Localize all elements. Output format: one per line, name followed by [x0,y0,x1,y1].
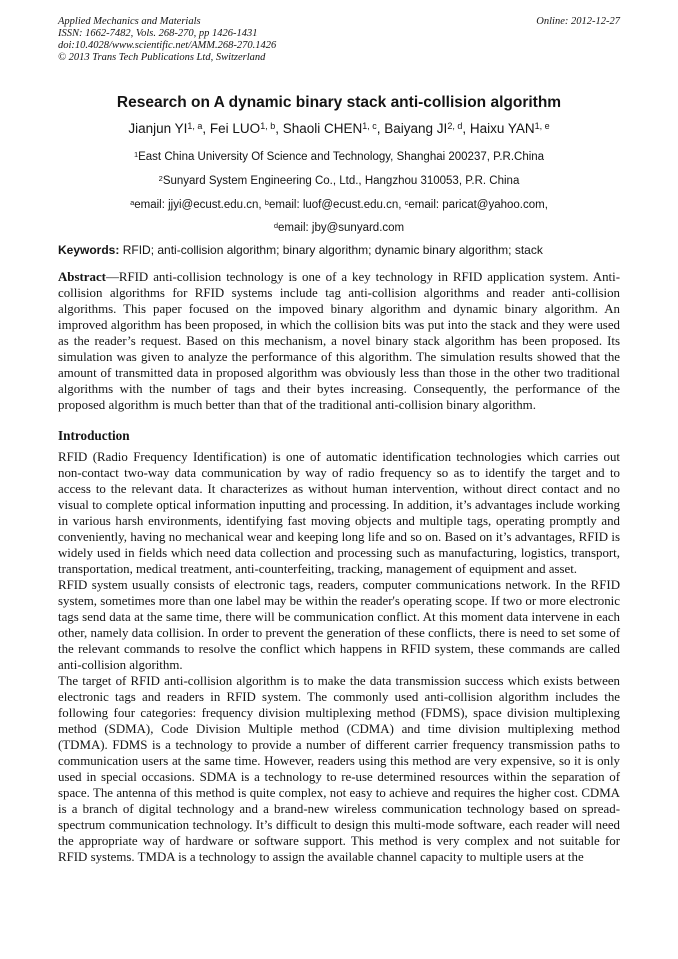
keywords-text: RFID; anti-collision algorithm; binary algorithm; dynamic binary algorithm; stack [119,243,543,257]
email-text: email: paricat@yahoo.com, [408,199,548,211]
author-name: Jianjun YI [128,121,188,136]
page-header [58,16,620,64]
keywords-line [58,243,620,258]
author-name: , Fei LUO [202,121,261,136]
keywords-label: Keywords: [58,243,120,257]
email-text: email: jby@sunyard.com [278,222,405,234]
affiliation-text: East China University Of Science and Technology, Shanghai 200237, P.R.China [138,151,545,163]
section-heading-introduction: Introduction [58,428,130,443]
email-marker: a [130,197,135,207]
introduction-paragraph-2: RFID system usually consists of electronic tags, readers, computer communications network. In the RFID system, sometimes more than one label may be within the reader's operating scope. If two or more electronic tags send data at the same time, there will be communication conflict. At this moment data intervene in each other, namely data collision. In order to prevent the generation of these conflicts, there is need to set some of the relevant commands to resolve the conflict which happens in RFID system, these commands are called anti-collision algorithm. [58,578,620,672]
introduction-paragraph-3: The target of RFID anti-collision algorithm is to make the data transmission success which exists between electronic tags and readers in RFID system. The commonly used anti-collision algorithm includes the following four categories: frequency division multiplexing method (FDMS), space division multiplexing method (SDMA), Code Division Multiple method (CDMA) and time division multiplexing method (TDMA). FDMS is a technology to provide a number of different carrier frequency transmission paths to communication users at the same time. However, readers using this method are very expensive, so it is only used in special occasions. SDMA is a technology to re-use determined resources within the separation of space. The antenna of this method is quite complex, not easy to achieve and requires the higher cost. CDMA is a branch of digital technology and a brand-new wireless communication technology based on spread-spectrum communication technology. It’s difficult to design this multi-mode software, each reader will need the appropriate way of hardware or software support. This method is very complex and not suitable for RFID systems. TMDA is a technology to assign the available channel capacity to multiple users at the [58,674,620,864]
email-marker: d [273,220,279,230]
abstract-label: Abstract [58,270,106,284]
email-line-1 [58,198,620,213]
abstract-text: —RFID anti-collision technology is one of a key technology in RFID application system. Anti-collision algorithms for RFID systems include tag anti-collision algorithms and reader anti-collision algorithms. This paper focused on the impoved binary algorithm and dynamic binary algorithm. An improved algorithm has been proposed, in which the collision bits was put into the stack and they were used as the reader’s request. Based on this mechanism, a novel binary stack algorithm has been proposed. Its simulation was given to analyze the performance of this algorithm. The simulation results showed that the amount of transmitted data in proposed algorithm was obviously less than those in the other two traditional algorithms with the number of tags and their bytes increasing. Consequently, the performance of the proposed algorithm is much better than that of the traditional anti-collision binary algorithm. [58,270,620,412]
email-text: email: luof@ecust.edu.cn, [268,199,405,211]
author-name: , Haixu YAN [462,121,535,136]
author-affiliation-marker: 2, d [447,120,463,131]
online-date: Online: 2012-12-27 [536,16,620,27]
affiliation-text: Sunyard System Engineering Co., Ltd., Hangzhou 310053, P.R. China [162,175,520,187]
affiliation-2 [58,174,620,189]
journal-info-block [58,16,276,64]
email-marker: c [404,197,409,207]
doi-line: doi:10.4028/www.scientific.net/AMM.268-270.1426 [58,40,277,51]
author-affiliation-marker: 1, e [534,120,550,131]
introduction-body [58,449,620,865]
authors-line [58,119,620,140]
abstract-paragraph [58,269,620,413]
author-affiliation-marker: 1, c [362,120,377,131]
email-text: email: jjyi@ecust.edu.cn, [134,199,265,211]
copyright-line: © 2013 Trans Tech Publications Ltd, Switzerland [58,52,266,63]
affiliation-marker: 1 [133,149,139,159]
author-affiliation-marker: 1, b [260,120,276,131]
author-affiliation-marker: 1, a [187,120,203,131]
affiliation-1 [58,150,620,165]
author-name: , Shaoli CHEN [275,121,363,136]
paper-title: Research on A dynamic binary stack anti-collision algorithm [116,94,562,111]
email-marker: b [264,197,269,207]
affiliation-marker: 2 [158,173,163,183]
issn-line: ISSN: 1662-7482, Vols. 268-270, pp 1426-1431 [58,28,258,39]
journal-title: Applied Mechanics and Materials [58,16,201,27]
email-line-2 [58,221,620,236]
introduction-paragraph-1: RFID (Radio Frequency Identification) is one of automatic identification technologies which carries out non-contact two-way data communication by way of radio frequency so as to identify the target and to access to the relevant data. It characterizes as without human intervention, without direct contact and no visual to complete optical information inputting and processing. In addition, it’s advantages include working in various harsh environments, identifying fast moving objects and multiple tags, operating promptly and conveniently, having no mechanical wear and keeping long life and so on. Based on it’s advantages, RFID is widely used in fields which need data collection and processing such as manufacturing, logistics, transport, transportation, medical treatment, anti-counterfeiting, tracking, management of equipment and asset. [58,450,620,576]
author-name: , Baiyang JI [376,121,448,136]
